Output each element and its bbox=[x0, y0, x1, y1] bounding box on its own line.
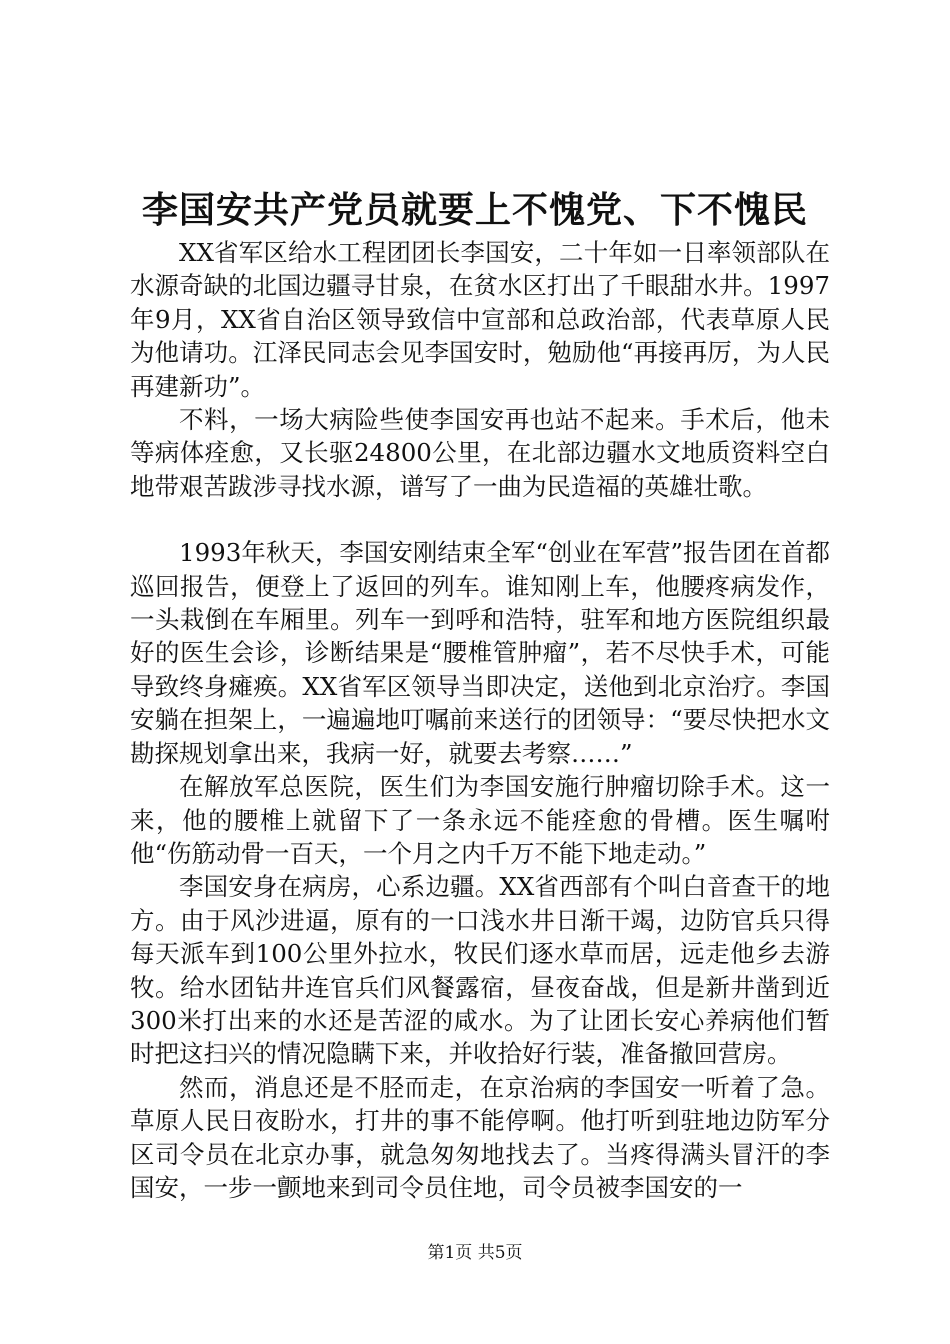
paragraph-3: 1993年秋天，李国安刚结束全军“创业在军营”报告团在首都巡回报告，便登上了返回的列车。谁知刚上车，他腰疼病发作，一头栽倒在车厢里。列车一到呼和浩特，驻军和地方医院组织最好的医生会诊，诊断结果是“腰椎管肿瘤”，若不尽快手术，可能导致终身瘫痪。XX省军区领导当即决定，送他到北京治疗。李国安躺在担架上，一遍遍地叮嘱前来送行的团领导：“要尽快把水文勘探规划拿出来，我病一好，就要去考察……” bbox=[130, 538, 830, 768]
paragraph-5: 李国安身在病房，心系边疆。XX省西部有个叫白音查干的地方。由于风沙进逼，原有的一口浅水井日渐干竭，边防官兵只得每天派车到100公里外拉水，牧民们逐水草而居，远走他乡去游牧。给水团钻井连官兵们风餐露宿，昼夜奋战，但是新井凿到近300米打出来的水还是苦涩的咸水。为了让团长安心养病他们暂时把这扫兴的情况隐瞒下来，并收拾好行装，准备撤回营房。 bbox=[130, 872, 830, 1069]
paragraph-1: XX省军区给水工程团团长李国安，二十年如一日率领部队在水源奇缺的北国边疆寻甘泉，在贫水区打出了千眼甜水井。1997年9月，XX省自治区领导致信中宣部和总政治部，代表草原人民为他请功。江泽民同志会见李国安时，勉励他“再接再厉，为人民再建新功”。 bbox=[130, 238, 830, 401]
document-title: 李国安共产党员就要上不愧党、下不愧民 bbox=[141, 189, 808, 231]
paragraph-2: 不料，一场大病险些使李国安再也站不起来。手术后，他未等病体痊愈，又长驱24800公里，在北部边疆水文地质资料空白地带艰苦跋涉寻找水源，谱写了一曲为民造福的英雄壮歌。 bbox=[130, 405, 830, 501]
paragraph-4: 在解放军总医院，医生们为李国安施行肿瘤切除手术。这一来，他的腰椎上就留下了一条永远不能痊愈的骨槽。医生嘱咐他“伤筋动骨一百天，一个月之内千万不能下地走动。” bbox=[130, 772, 830, 868]
document-body bbox=[130, 236, 830, 1204]
paragraph-6: 然而，消息还是不胫而走，在京治病的李国安一听着了急。草原人民日夜盼水，打井的事不能停啊。他打听到驻地边防军分区司令员在北京办事，就急匆匆地找去了。当疼得满头冒汗的李国安，一步一颤地来到司令员住地，司令员被李国安的一 bbox=[130, 1072, 830, 1202]
page-number-footer: 第1页 共5页 bbox=[427, 1243, 523, 1263]
